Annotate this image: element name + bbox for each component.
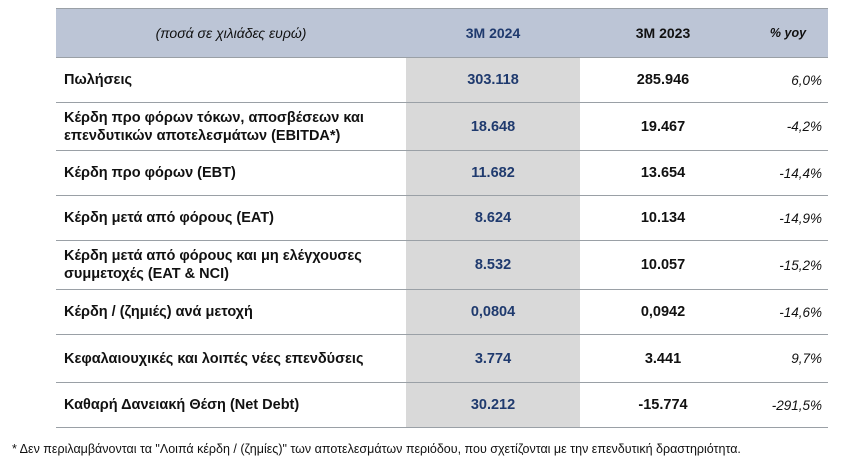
table-row xyxy=(56,196,828,241)
table-row xyxy=(56,383,828,428)
value-3m-2023: 285.946 xyxy=(636,72,690,88)
value-yoy: -291,5% xyxy=(771,397,822,413)
value-yoy: -15,2% xyxy=(779,257,822,273)
table-row xyxy=(56,335,828,383)
value-3m-2024: 303.118 xyxy=(406,58,580,102)
value-3m-2024: 0,0804 xyxy=(406,290,580,334)
value-3m-2023: 3.441 xyxy=(644,350,682,367)
value-3m-2024: 18.648 xyxy=(406,103,580,150)
footnote: * Δεν περιλαμβάνονται τα "Λοιπά κέρδη / (ζημίες)" των αποτελεσμάτων περιόδου, που σχετίζονται με την επενδυτική δραστηριότητα. xyxy=(12,442,741,456)
value-3m-2023: 13.654 xyxy=(640,165,686,181)
value-yoy: -14,9% xyxy=(779,210,822,226)
value-yoy: -14,6% xyxy=(779,304,822,320)
value-yoy: 6,0% xyxy=(791,72,822,88)
row-label: Κέρδη μετά από φόρους και μη ελέγχουσες συμμετοχές (EAT & NCI) xyxy=(64,248,362,282)
value-3m-2024: 3.774 xyxy=(406,335,580,382)
value-yoy: -14,4% xyxy=(779,165,822,181)
value-3m-2024: 8.532 xyxy=(406,241,580,289)
row-label: Κέρδη προ φόρων τόκων, αποσβέσεων και επενδυτικών αποτελεσμάτων (EBITDA*) xyxy=(64,109,364,144)
header-3m-2023: 3M 2023 xyxy=(635,25,691,41)
table-row xyxy=(56,58,828,103)
row-label: Κέρδη μετά από φόρους (EAT) xyxy=(64,210,274,226)
table-row xyxy=(56,241,828,290)
financial-results-table xyxy=(56,8,828,428)
value-3m-2023: -15.774 xyxy=(638,397,688,413)
header-amounts-note: (ποσά σε χιλιάδες ευρώ) xyxy=(155,25,307,41)
row-label: Πωλήσεις xyxy=(64,72,133,88)
table-row xyxy=(56,151,828,196)
value-3m-2024: 11.682 xyxy=(406,151,580,195)
table-header-row xyxy=(56,8,828,58)
header-3m-2024: 3M 2024 xyxy=(465,25,521,41)
value-3m-2023: 10.134 xyxy=(640,210,686,226)
value-3m-2024: 30.212 xyxy=(406,383,580,427)
row-label: Κέρδη προ φόρων (EBT) xyxy=(64,165,236,181)
value-3m-2023: 19.467 xyxy=(640,118,686,135)
table-row xyxy=(56,290,828,335)
row-label: Κεφαλαιουχικές και λοιπές νέες επενδύσεις xyxy=(64,350,364,367)
value-3m-2023: 10.057 xyxy=(640,257,686,273)
row-label: Καθαρή Δανειακή Θέση (Net Debt) xyxy=(64,397,300,413)
header-yoy: % yoy xyxy=(769,26,807,40)
table-row xyxy=(56,103,828,151)
value-3m-2024: 8.624 xyxy=(406,196,580,240)
value-3m-2023: 0,0942 xyxy=(640,304,686,320)
row-label: Κέρδη / (ζημιές) ανά μετοχή xyxy=(64,304,253,320)
value-yoy: -4,2% xyxy=(786,119,822,134)
value-yoy: 9,7% xyxy=(791,351,822,366)
